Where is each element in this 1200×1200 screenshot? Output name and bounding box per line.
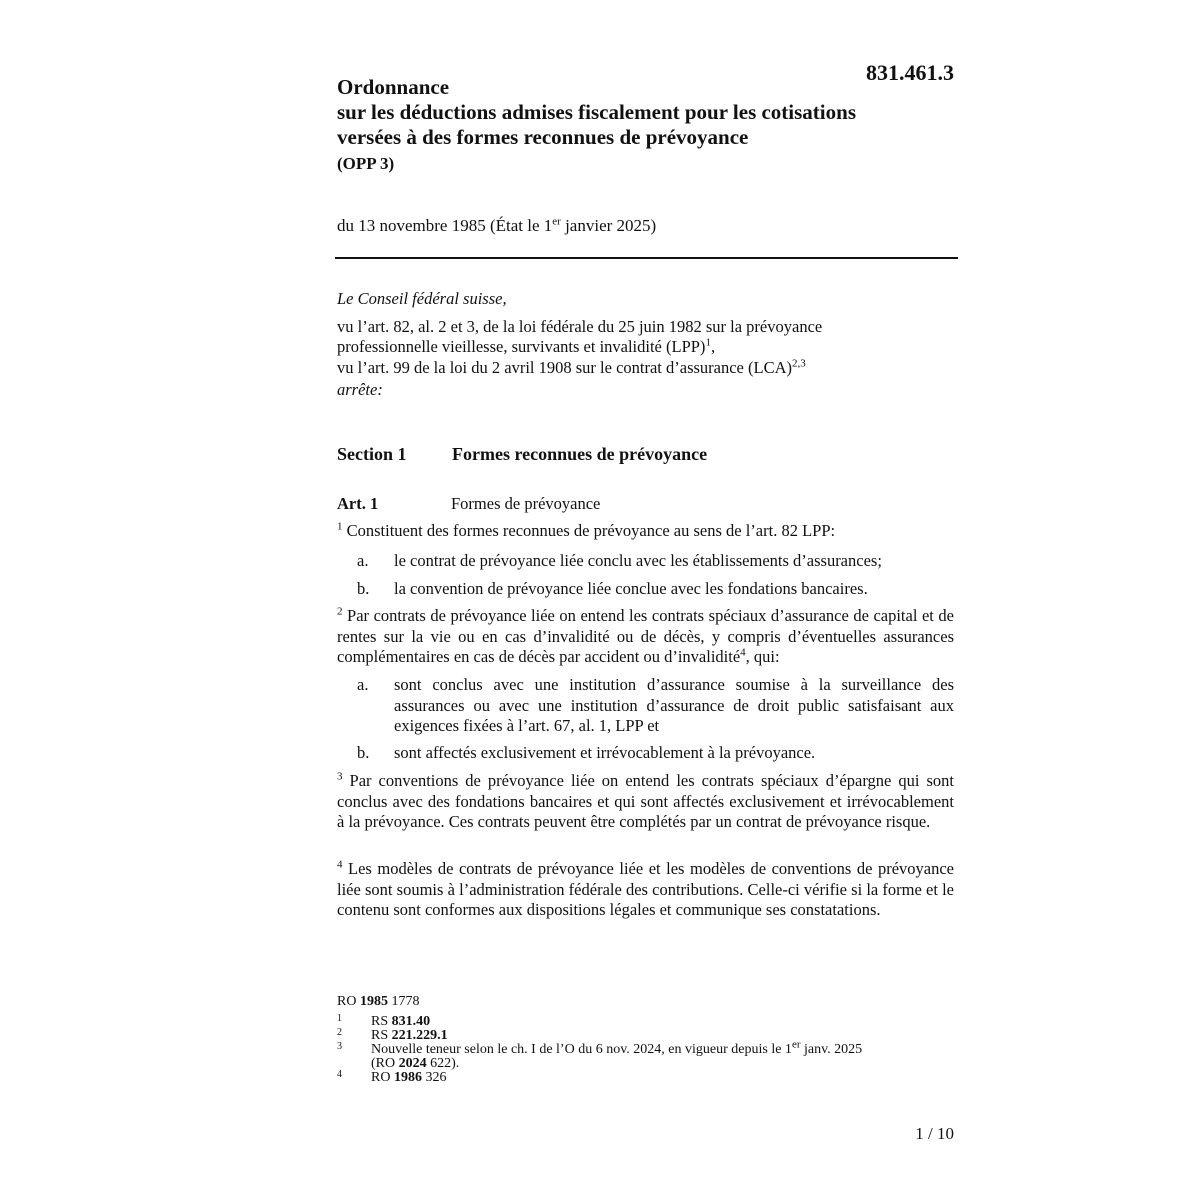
preamble-authority: Le Conseil fédéral suisse, <box>337 289 507 308</box>
document-abbreviation: (OPP 3) <box>337 154 395 173</box>
preamble-vu-2: vu l’art. 99 de la loi du 2 avril 1908 sur le contrat d’assurance (LCA)$^{2,3}$ <box>337 357 806 377</box>
sr-number: 831.461.3 <box>866 60 954 85</box>
section-title: Formes reconnues de prévoyance <box>452 444 708 464</box>
footnote-ref-4[interactable]: 4 <box>740 646 746 659</box>
section-number: Section 1 <box>337 444 407 464</box>
title-line-2: sur les déductions admises fiscalement pour les cotisations <box>337 100 856 124</box>
footnote-ref-1[interactable]: 1 <box>705 336 711 349</box>
footnotes <box>337 995 954 1085</box>
title-divider <box>335 257 958 259</box>
section-heading <box>337 444 708 465</box>
paragraph-1: $^1$ Constituent des formes reconnues de prévoyance au sens de l’art. 82 LPP: <box>337 520 836 540</box>
preamble-decree: arrête: <box>337 380 383 399</box>
page-number: 1 / 10 <box>915 1124 954 1143</box>
title-line-3: versées à des formes reconnues de prévoyance <box>337 125 749 149</box>
footnote-3: 3 Nouvelle teneur selon le ch. I de l’O du 6 nov. 2024, en vigueur depuis le 1er janv. 2025 (RO 2024 622). <box>337 1038 863 1071</box>
article-heading <box>337 494 601 514</box>
list-item: b. la convention de prévoyance liée conclue avec les fondations bancaires. <box>357 579 868 598</box>
article-title: Formes de prévoyance <box>451 494 601 513</box>
article-number: Art. 1 <box>337 494 379 513</box>
list-item: a. sont conclus avec une institution d’assurance soumise à la surveillance des assurances ou avec une institution d’assurance de droit public satisfaisant aux exigences fixées à l’art. 67, al. 1, LPP et <box>357 675 954 735</box>
paragraph-4: $^4$ Les modèles de contrats de prévoyance liée et les modèles de conventions de prévoyance liée sont soumis à l’administration fédérale des contributions. Celle-ci vérifie si la forme et le contenu sont conformes aux dispositions légales et communique ses constatations. <box>337 858 954 919</box>
document-title <box>337 75 957 150</box>
preamble-vu-1-line-1: vu l’art. 82, al. 2 et 3, de la loi fédérale du 25 juin 1982 sur la prévoyance <box>337 316 823 336</box>
preamble <box>337 289 957 401</box>
paragraph-3: $^3$ Par conventions de prévoyance liée on entend les contrats spéciaux d’épargne qui sont conclus avec des fondations bancaires et qui sont affectés exclusivement et irrévocablement à la prévoyance. Ces contrats peuvent être complétés par un contrat de prévoyance risque. <box>337 770 954 831</box>
footnote-ref-2-3[interactable]: 2,3 <box>792 357 806 369</box>
footnote-2: 2 RS 221.229.1 <box>337 1027 448 1043</box>
list-item: a. le contrat de prévoyance liée conclu avec les établissements d’assurances; <box>357 551 882 570</box>
title-line-1: Ordonnance <box>337 75 450 99</box>
list-item: b. sont affectés exclusivement et irrévocablement à la prévoyance. <box>357 743 816 762</box>
footnote-4: 4 RO 1986 326 <box>337 1069 447 1085</box>
footnote-1: 1 RS 831.40 <box>337 1013 431 1029</box>
preamble-vu-1-line-2: professionnelle vieillesse, survivants et invalidité (LPP)$^1$, <box>337 336 716 356</box>
document-date: du 13 novembre 1985 (État le 1er janvier 2025) <box>337 215 657 235</box>
paragraph-2: $^2$ Par contrats de prévoyance liée on entend les contrats spéciaux d’assurance de capital et de rentes sur la vie ou en cas d’invalidité ou de décès, y compris d’éventuelles assurances complémentaires en cas de décès par accident ou d’invalidité$^4$, qui: <box>337 605 954 666</box>
source-reference: RO 1985 1778 <box>337 994 420 1009</box>
